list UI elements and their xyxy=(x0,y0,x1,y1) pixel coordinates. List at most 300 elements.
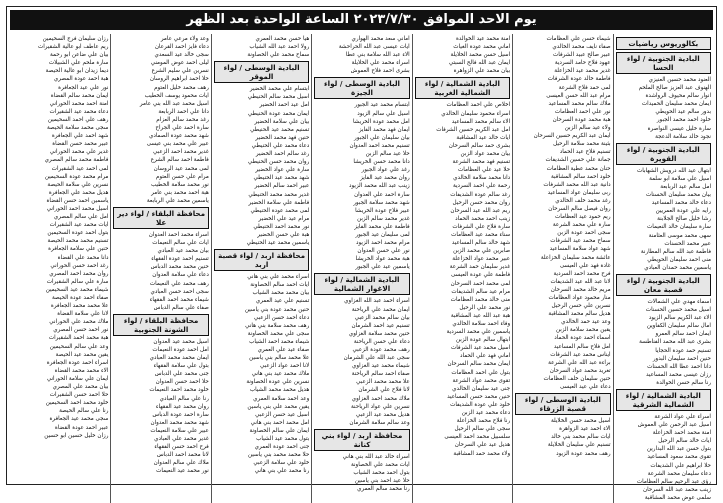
name-entry: غدير محمد سالم الزبن xyxy=(357,215,410,222)
name-entry: سجى علي محمد الخصاونة xyxy=(247,330,310,337)
name-entry: شهد محمد محمد العدوان xyxy=(150,419,209,426)
name-entry: غادة فهد علي العيسى xyxy=(559,262,611,269)
name-entry: نسرين علي عواد الرياحنة xyxy=(351,403,410,410)
name-entry: صفاء عيد علي العمري xyxy=(257,347,310,353)
section-header: محافظة اربد / لواء قصبة اربد xyxy=(214,249,309,271)
name-entry: ابتسام علي محمد الخضير xyxy=(249,86,310,93)
name-entry: دانية عبد الله محمد الشرفات xyxy=(543,181,611,188)
name-entry: رنا سالم حسن الخوالدة xyxy=(656,379,711,386)
name-entry: رولا احمد عبد الله الشياب xyxy=(249,44,310,51)
section-header: محافظة البلقاء / لواء دير علا xyxy=(113,207,208,229)
name-entry: امل محمد عودة الخريشا xyxy=(352,118,410,125)
name-entry: تسنيم محمد احمد العدوان xyxy=(349,142,410,149)
name-entry: اسيل علي سلامة ابو سلمة xyxy=(649,175,711,182)
name-entry: هديل سالم محمد المشاقبة xyxy=(548,311,611,318)
name-entry: عبير محمد حسن القضاة xyxy=(52,141,109,148)
name-entry: لمى سليمان عيد الجبور xyxy=(355,231,410,238)
name-entry: نور علي حسن العدوان xyxy=(357,248,410,255)
name-entry: بيان علي سلامة الخضير xyxy=(254,118,310,125)
name-entry: رغد سالم احمد الخضير xyxy=(255,151,310,158)
name-entry: بيان محمد علي الزواهرة xyxy=(453,68,511,75)
name-entry: حنين احمد سليمان البدور xyxy=(652,355,711,362)
section-header: محافظة البلقاء / لواء الشونة الجنوبية xyxy=(113,314,208,336)
name-entry: عبير احمد سالم الخضير xyxy=(254,183,310,190)
name-entry: الهنوف عبد العزيز صالح الملحم xyxy=(638,85,711,92)
name-entry: اسيل محمد عيد العدوان xyxy=(153,338,209,345)
name-entry: ياسمين محمد عيد الحنيطي xyxy=(246,240,310,247)
name-entry: رحمة علي احمد السردية xyxy=(453,183,511,190)
name-entry: منار محمود عواد العظامات xyxy=(548,295,611,301)
name-entry: نور محمد عيد النعيمات xyxy=(156,468,209,475)
name-entry: حنين فهد محمد الخضير xyxy=(255,134,310,141)
name-entry: يقين محمد علي بني ياسين xyxy=(247,403,310,410)
name-entry: الاء محمد محمد القضاة xyxy=(54,367,109,374)
name-entry: بثينة محمد سلامة الرحيل xyxy=(553,141,611,148)
name-entry: ريم عبد الله عيد السرحان xyxy=(450,207,511,214)
name-entry: ابتهال سالم عودة الزبن xyxy=(456,337,511,344)
name-entry: اسراء محمد احمد العدوان xyxy=(148,231,209,238)
name-entry: شهد خالد سالم المساعيد xyxy=(451,240,511,247)
name-entry: رايه علي عودة العمريين xyxy=(655,208,711,215)
name-entry: حنان محمد عطية العظامات xyxy=(546,165,611,172)
name-entry: انوار سالم محيوف الرواشدة xyxy=(645,93,711,100)
name-entry: رنا محمد علي بني هاني xyxy=(254,468,310,475)
name-entry: اسراء خالد عبد الله بني هاني xyxy=(342,453,410,460)
name-entry: غدير محمد علي العبادي xyxy=(154,436,209,443)
name-entry: حلا احمد حسن الشقيرات xyxy=(49,392,109,399)
name-entry: بيان محمد سليمان الحسنات xyxy=(646,192,711,199)
name-entry: وعد ولاء مرعي عامر xyxy=(160,36,209,42)
name-entry: ياسمين محمد حمدان العبادي xyxy=(644,264,711,271)
name-entry: ايات خالد عيد المشاقبة xyxy=(456,134,511,141)
name-entry: حنين محمد محمد الدباس xyxy=(150,264,209,271)
name-entry: دعاء علي عيد العيسى xyxy=(559,384,611,391)
name-entry: ايمان محمد محمد العبادي xyxy=(149,355,209,362)
name-entry: غدير محمد محمد الحنيطي xyxy=(248,191,310,198)
name-entry: بيان سليمان علي الجبور xyxy=(354,134,410,141)
name-entry: فاطمة علي سلامة الخضير xyxy=(248,199,310,206)
name-entry: صابرين علي محمد الزبن xyxy=(453,248,511,255)
section-header: البادية الجنوبية / لواء القويرة xyxy=(616,143,711,165)
name-entry: خلود احمد محمد الجبور xyxy=(656,117,711,124)
name-entry: امل احمد عودة النعيمات xyxy=(152,347,209,353)
section-header: بكالوريوس رياضيات xyxy=(616,37,711,50)
name-entry: لمى محمد عيد الروسان xyxy=(153,165,209,172)
name-entry: سناء محمد عيد العظامات xyxy=(451,231,511,238)
name-entry: رشا خليل صالح الجلابنة xyxy=(657,216,711,223)
name-entry: اسراء محمد علي الخلايلة xyxy=(351,60,410,67)
name-entry: غدير علي محمد الحوراني xyxy=(49,149,109,156)
name-entry: نور محمد سلامة الخطيب xyxy=(150,181,209,188)
name-entry: وفاء احمد سلامة الخالدي xyxy=(452,321,511,327)
name-entry: شيماء محمد عيد الغزاوي xyxy=(352,363,410,370)
name-entry: اسيل محمد احمد الحوراني xyxy=(46,205,109,212)
name-entry: شهد محمد عيد الحنيطي xyxy=(253,175,310,182)
name-entry: عبير محمد عواد الخزاعلة xyxy=(452,256,511,263)
name-entry: امل فلاح سالم المساعيد xyxy=(553,343,611,350)
name-entry: حلا عيد احمد بني ياسين xyxy=(354,478,410,485)
name-entry: روان محمد عيد الفقهاء xyxy=(155,403,209,410)
name-entry: اسيل محمد سالم الحنيطي xyxy=(247,94,310,101)
name-entry: عبير فلاح عودة الخريشا xyxy=(355,207,410,214)
name-entry: عبير علي سلامة النعيمات xyxy=(150,427,209,434)
name-entry: لانا احمد عواد الزعبي xyxy=(260,363,310,370)
name-entry: ابتهال عيد الله درويش الشهابات xyxy=(637,167,711,174)
name-entry: روان محمد حسن الحنيطي xyxy=(247,159,310,166)
section-header: البادية الوسطى / لواء الموقر xyxy=(214,61,309,83)
name-entry: بدور سالم عيد الحويطي xyxy=(655,109,711,116)
name-entry: سارة علي عواد الخضير xyxy=(255,167,310,174)
name-entry: مرام محمد احمد الزيود xyxy=(356,240,410,247)
name-entry: منى احمد سليمان الحويطي xyxy=(647,256,711,263)
name-entry: سماح محمد عيد الشرفات xyxy=(550,238,611,245)
name-entry: بيان محمد عيد العبادي xyxy=(157,248,209,255)
newspaper-page xyxy=(6,6,717,501)
name-entry: لمى محمد عودة الحنيطي xyxy=(250,207,310,214)
name-entry: اسراء محمد علي بني هاني xyxy=(247,274,310,281)
name-entry: رغد محمد خلف الخالدي xyxy=(555,197,611,204)
name-entry: غدير محمد احمد الزعبي xyxy=(153,149,209,156)
name-entry: حلا احمد ابراهيم الروسان xyxy=(149,76,209,83)
name-entry: اسيل عيد حسن الزعبي xyxy=(255,411,310,418)
name-entry: بتول علي سلامة الفقهاء xyxy=(153,363,209,370)
name-entry: شيماء محمد احمد الفقهاء xyxy=(149,296,209,303)
name-entry: سجى عبد الله علي الشرمان xyxy=(343,355,410,362)
name-entry: شيماء محمد عيد السحيمين xyxy=(45,286,109,293)
name-entry: رنا فلاح محمد الخزاعلة xyxy=(456,418,511,425)
name-entry: خلود محمد احمد السحيمين xyxy=(45,400,109,407)
names-columns xyxy=(10,34,713,501)
name-entry: ايمان محمد سالم السرحان xyxy=(447,361,511,368)
section-header: البادية الشمالية / لواء الاغوار الشمالية xyxy=(314,273,409,295)
name-entry: ياسمين علي محمد السردية xyxy=(446,329,511,336)
name-entry: امنة محمد عيد الخوالدة xyxy=(455,36,511,42)
name-entry: عائشة محمد سليمان الخزاعلة xyxy=(540,254,611,261)
name-entry: سارة احمد عودة الدباس xyxy=(152,411,209,418)
name-entry: رزان عيسى محمد المساعيد xyxy=(645,371,711,378)
name-entry: لمى احمد عيد الشقيرات xyxy=(51,165,109,172)
name-entry: نور علي عيد الجعافرة xyxy=(58,84,109,91)
name-entry: لمى حمد فلاح الشرعة xyxy=(558,84,611,91)
name-entry: شهد عواد سلامة المساعيد xyxy=(549,246,611,253)
names-column xyxy=(512,34,612,503)
name-entry: سارة سليمان خالد النعيمات xyxy=(647,224,711,231)
name-entry: اسماء مهدي علي الشمالات xyxy=(647,298,711,305)
name-entry: لانا محمد احمد الدباس xyxy=(156,452,209,459)
name-entry: سارة احمد علي الجراح xyxy=(155,125,209,132)
name-entry: دعاء علي سلامة العدوان xyxy=(152,272,209,279)
name-entry: هيا حسن محمد العمري xyxy=(255,36,310,42)
name-entry: صفاء نايف محمد الخالدي xyxy=(552,44,611,51)
name-entry: لانا فلاح علي الشرمان xyxy=(358,387,410,394)
name-entry: صفاء علي سالم الدباس xyxy=(153,304,209,311)
name-entry: فاطمة احمد سالم الشرع xyxy=(150,157,209,164)
name-entry: ليلى احمد عوض المومني xyxy=(150,60,209,67)
name-entry: عبير علي محمد بني عيسى xyxy=(146,141,209,148)
name-entry: ربى سليمان عواد المساعيد xyxy=(547,189,611,196)
name-entry: رهف علي احمد السحيمين xyxy=(47,116,109,123)
name-entry: يقين محمد سلامة الزبن xyxy=(555,327,611,334)
name-entry: تسنيم محمد عيد الحنيطي xyxy=(250,126,310,133)
name-entry: تسنيم احمد عودة الفقهاء xyxy=(151,256,209,263)
name-entry: ايمان علي سالم الخصاونة xyxy=(249,427,310,434)
name-entry: حنين محمد سلامة الغزاوي xyxy=(348,330,410,337)
name-entry: بشرى احمد فلاح العموش xyxy=(350,68,410,75)
name-entry: اسيل محمد عيد الشرفات xyxy=(450,345,511,352)
name-entry: رهف محمد خليل العتوم xyxy=(154,84,209,91)
name-entry: دعاء فايز احمد القرعان xyxy=(154,44,209,51)
name-entry: امل علي سالم المصري xyxy=(53,214,109,221)
name-entry: امل عبد الكريم حسين الشرفات xyxy=(436,126,511,133)
name-entry: اسيل محمد حسين الحسنات xyxy=(645,307,711,314)
name-entry: رهف محمد عودة الزعبي xyxy=(352,347,410,353)
name-entry: رغد محمد سالم العزام xyxy=(156,116,209,123)
name-entry: شيماء حسن علي العظامات xyxy=(546,36,611,42)
name-entry: بيان سالم محمد الزعبي xyxy=(354,314,410,321)
section-header: البادية الوسطى / لواء قصبة الزرقاء xyxy=(515,393,610,415)
name-entry: سجى احمد حسن العبادي xyxy=(150,288,209,295)
name-entry: دانا احمد عطا الله الحسنات xyxy=(647,363,711,370)
name-entry: امل محمد احمد بني هاني xyxy=(250,419,310,426)
name-entry: تسنيم عيد احمد الشرمان xyxy=(351,322,410,329)
section-header: البادية الجنوبية / لواء الحسا xyxy=(616,52,711,74)
name-entry: شهد محمد سلامة الجبور xyxy=(353,199,410,206)
name-entry: فاطمة علي محمد الفايز xyxy=(354,223,410,230)
name-entry: دانا علي احمد الربابعة xyxy=(158,108,209,115)
name-entry: الاء احمد عيد الزواهرة xyxy=(559,426,611,433)
name-entry: دعاء محمد علي الحنيطي xyxy=(251,142,310,149)
name-entry: ديما زيدان ابو عالية الحيصة xyxy=(45,68,109,75)
name-entry: ايمان محمد سالم القضاة xyxy=(50,92,109,99)
name-entry: مرام عبد الله حسن العيسى xyxy=(546,92,611,99)
name-entry: سجى محمد سلامة الحيصة xyxy=(46,125,109,132)
name-entry: دعاء سليمان محمد الشرعة xyxy=(647,470,711,477)
name-entry: اسيل محمد عبد الله بني عامر xyxy=(139,100,209,107)
name-entry: ياسمين احمد حسن القضاة xyxy=(46,197,109,204)
name-entry: العنود محمد حسين العنيزي xyxy=(648,77,711,83)
name-entry: شهد احمد علي الجعافرة xyxy=(51,133,109,140)
name-entry: جنى احمد عودة العمري xyxy=(254,444,310,451)
name-entry: ملاك محمد عيد بني هاني xyxy=(251,371,310,378)
name-entry: رنا محمد سالم العمري xyxy=(357,486,410,493)
name-entry: تقوى محمد عواد الشرعة xyxy=(452,377,511,384)
name-entry: رزان خليل حسين ابو حسين xyxy=(44,432,109,439)
name-entry: شيماء محمد احمد الشياب xyxy=(249,338,310,345)
name-entry: سارة احمد علي العدوان xyxy=(354,191,410,198)
name-entry: خلود محمد احمد النعيمات xyxy=(149,387,209,394)
name-entry: شهد محمد عودة الصمادي xyxy=(148,133,209,140)
name-entry: بيان محمد محمد الشياب xyxy=(252,290,310,297)
name-entry: ملاك علي سالم العدوان xyxy=(153,460,209,467)
name-entry: ايات احمد سالم الخصاونة xyxy=(250,282,310,289)
name-entry: براءة عبد الله علي الشرعة xyxy=(548,359,611,366)
name-entry: هبة احمد محمد بني عامر xyxy=(151,189,209,196)
name-entry: بتول حسن عبد الله البدارين xyxy=(646,446,711,453)
name-entry: سلسبيل محمد احمد العيسى xyxy=(444,434,511,441)
name-entry: ايات علي سالم النعيمات xyxy=(152,240,209,247)
name-entry: نور علي احمد العظامات xyxy=(554,108,611,115)
name-entry: فاطمة محمد سالم المصري xyxy=(44,157,109,164)
name-entry: الاء عبد الكريم سالم الزيود xyxy=(648,315,711,322)
name-entry: نسرين علي حسن الرحيل xyxy=(551,303,611,310)
name-entry: نسرين علي سليم الشرع xyxy=(151,68,209,75)
name-entry: ايات محمد عيد الشقيرات xyxy=(49,222,109,229)
name-entry: خلود علي سلامة الزعبي xyxy=(253,460,310,467)
name-entry: عبير احمد عودة القضاة xyxy=(54,424,109,431)
name-entry: بيان علي ضاعن ابو رحمة xyxy=(49,52,109,59)
name-entry: بشرى عبد الله محمد الفناطسة xyxy=(639,339,711,346)
name-entry: بيان محمد عواد الزبن xyxy=(460,151,511,158)
name-entry: هبة محمد عواد الخريشا xyxy=(355,256,410,263)
name-entry: سارة خليل عيسى النواصرة xyxy=(647,125,711,132)
name-entry: دعاء احمد حسن الزعبي xyxy=(253,314,310,321)
name-entry: سجى احمد عودة الزبن xyxy=(557,230,611,237)
name-entry: حنين سليمان خلف العظامات xyxy=(543,375,611,382)
name-entry: رنا علي سالم العبادي xyxy=(159,395,209,402)
name-entry: هبة عبد الله عيد المشاقبة xyxy=(450,312,511,319)
names-column xyxy=(110,34,210,503)
name-entry: دانا محمد حسن الخريشا xyxy=(353,159,410,166)
name-entry: ياسمين محمد علي الربابعة xyxy=(146,197,209,204)
name-entry: هديل عيد علي السرحان xyxy=(454,442,511,449)
name-entry: بتول احمد عودة السحيمين xyxy=(47,230,109,237)
name-entry: علا محمد محمد الجعافرة xyxy=(50,303,109,310)
name-entry: تسنيم علي سليمان الخلايلة xyxy=(547,442,611,449)
name-entry: حلا عيد علي العظامات xyxy=(457,167,511,174)
name-entry: لانا علي سلامة القضاة xyxy=(57,311,109,318)
name-entry: فرح احمد حسن الفقهاء xyxy=(154,444,209,451)
name-entry: حنين علي سلامة الجعافرة xyxy=(48,246,109,253)
name-entry: سجى علي سالم الرحيل xyxy=(454,426,511,433)
name-entry: اسيل حسن محمد الخلايلة xyxy=(450,52,511,59)
name-entry: نسرين علي سلامة الحيصة xyxy=(47,181,109,188)
name-entry: بيان محمد علي المصري xyxy=(52,384,109,391)
name-entry: ايمان علي سلامة الحوراني xyxy=(46,375,109,382)
name-entry: جنى محمد علي الدباس xyxy=(154,371,209,378)
name-entry: سجى خالد عيد السعدي xyxy=(154,52,209,59)
name-entry: حلا ابراهيم علي الشديفات xyxy=(650,462,711,469)
name-entry: روان فيصل سالم السرحان xyxy=(548,205,611,212)
name-entry: يقين محمد عيد الحيصة xyxy=(55,351,109,358)
name-entry: علا محمد سالم بني ياسين xyxy=(249,355,310,362)
name-entry: مرام عيد علي الخضير xyxy=(258,215,310,222)
name-entry: دعاء محمد عيد الزبن xyxy=(461,410,511,417)
section-header: البادية الجنوبية / لواء قصبة معان xyxy=(616,274,711,296)
name-entry: علا محمد محمد الزعبي xyxy=(356,379,410,386)
name-entry: ايمان محمد علي الرياحنة xyxy=(351,306,410,313)
name-entry: ايمان فهد محمد الفايز xyxy=(358,126,410,133)
name-entry: لانا عبد الله عيد الشديفات xyxy=(550,278,611,285)
name-entry: نور احمد حسن المصري xyxy=(53,327,109,334)
name-entry: مرام عيد سالم الشديفات xyxy=(451,288,511,295)
name-entry: هبة علي حسن الخضير xyxy=(257,231,310,238)
name-entry: سلمى عوض محمد المشاقبة xyxy=(644,494,711,501)
name-entry: حلا محمد محمد بني ياسين xyxy=(248,452,310,459)
name-entry: خلود احمد سالم المشاقبة xyxy=(551,173,611,180)
name-entry: تسنيم علي عيد العمري xyxy=(255,298,310,305)
name-entry: امل عيد احمد الخضير xyxy=(259,102,310,109)
name-entry: ريم حمود عيد العظامات xyxy=(555,214,611,221)
name-entry: حلا احمد حسن العدوان xyxy=(155,379,209,386)
names-column xyxy=(211,34,311,503)
names-column xyxy=(311,34,411,503)
name-entry: امنة احمد محمد الحوراني xyxy=(49,100,109,107)
name-entry: امال سالم سليمان الكفاوين xyxy=(646,323,711,330)
name-entry: رنا علي سالم الحيصة xyxy=(59,408,109,415)
name-entry: مرام محمد عودة السحيمين xyxy=(44,173,109,180)
name-entry: عبير صالح عبيد الشرفات xyxy=(553,52,611,59)
name-entry: اخلاص علي احمد العظامات xyxy=(446,102,511,109)
name-entry: امنة محمد احمد الخزاعلة xyxy=(652,430,711,437)
name-entry: عهود فلاح حامد السردية xyxy=(554,60,611,67)
name-entry: ايات محمود يوسف الخطيب xyxy=(144,92,209,99)
section-header: محافظة اربد / لواء بني كنانة xyxy=(314,429,409,451)
section-header: البادية الوسطى / لواء الجيزة xyxy=(314,77,409,99)
name-entry: تسنيم فهد محمد الشرعة xyxy=(452,159,511,166)
name-entry: رهف محمد علي النعيمات xyxy=(149,280,209,287)
name-entry: ايات محمد علي الخصاونة xyxy=(350,462,410,469)
name-entry: نسرين علي عودة الخصاونة xyxy=(246,379,310,386)
name-entry: روان محمد حسن الرحيل xyxy=(452,199,511,206)
name-entry: اسيل علي سالم الزيود xyxy=(357,110,410,117)
name-entry: فاطمة خالد عودة الشرفات xyxy=(547,76,611,83)
name-entry: ملاك محمد احمد الغزاوي xyxy=(351,395,410,402)
name-entry: ريم عاطف ابو عالية الشقيرات xyxy=(37,44,109,51)
name-entry: رهف محمد سلامة بني هاني xyxy=(245,322,310,329)
name-entry: غدير محمد عيد الخزاعلة xyxy=(554,68,611,75)
name-entry: ملاك محمد علي الحوراني xyxy=(49,319,109,326)
name-entry: تغريد محمد عواد السرحان xyxy=(549,367,611,374)
name-entry: فاطمة علي عودة العيسى xyxy=(450,272,511,279)
name-entry: هبة محمد احمد الشقيرات xyxy=(48,335,109,342)
name-entry: سجى محمد عيد الجعافرة xyxy=(49,416,109,423)
name-entry: دانا محمد علي القضاة xyxy=(57,254,109,261)
name-entry: روان محمد عيد الفايز xyxy=(360,175,410,182)
name-entry: ايمان محمد عودة الحنيطي xyxy=(247,110,310,117)
name-entry: وعد سالم سلامة الشرمان xyxy=(349,419,410,426)
name-entry: ولاء محمد حمد المشاقبة xyxy=(453,450,511,457)
name-entry: بتول علي احمد العظامات xyxy=(451,369,511,376)
names-column xyxy=(10,34,110,503)
name-entry: تسنيم حمد عودة الحجايا xyxy=(655,347,711,354)
name-entry: هديل محمد عيد الزعبي xyxy=(355,411,410,418)
name-entry: رؤى عبد الرحيم سالم العظامات xyxy=(636,478,711,485)
name-entry: ايمان احمد سالم العمرو xyxy=(655,331,711,338)
name-entry: اسراء احمد عبد الله الغزاوي xyxy=(344,298,410,305)
page-title: يوم الاحد الموافق ٢٠٢٣/٧/٣٠ الساعة الواحدة بعد الظهر xyxy=(10,10,713,30)
name-entry: بتول محمد عيد الشياب xyxy=(256,436,310,443)
name-entry: عبير محمد الحسنات xyxy=(664,240,711,247)
section-header: البادية الشمالية / لواء الشمالية الغربية xyxy=(415,77,510,99)
name-entry: ياسمين عيد علي الجبور xyxy=(355,264,410,271)
name-entry: خلود علي عودة الشديفات xyxy=(450,401,511,408)
name-entry: زينب احمد محمد الحماد xyxy=(455,215,511,222)
name-entry: زينب محمد عبد الله السرحان xyxy=(642,486,711,493)
name-entry: رغد سالم عودة الشديفات xyxy=(450,191,511,198)
name-entry: فرح محمد احمد السردية xyxy=(553,270,611,277)
name-entry: هديل محمد علي الجعافرة xyxy=(48,189,109,196)
name-entry: مريم خالد محمد السرحان xyxy=(550,286,611,293)
name-entry: ايات عيسى عبد الله الحراحشة xyxy=(338,44,410,51)
name-entry: صفاء احمد سالم الرياحنة xyxy=(351,371,410,378)
name-entry: حلا عيد سالم الزبن xyxy=(365,151,410,158)
name-entry: رغد علي عواد الجبور xyxy=(361,167,410,174)
name-entry: سارة علي سالم الشقيرات xyxy=(46,278,109,285)
names-column xyxy=(613,34,713,503)
name-entry: ابتسام محمد عيد الجبور xyxy=(354,102,410,109)
name-entry: وعد احمد سلامة العمري xyxy=(253,395,310,402)
name-entry: اسراء محمود سليمان الخالدي xyxy=(441,110,511,117)
